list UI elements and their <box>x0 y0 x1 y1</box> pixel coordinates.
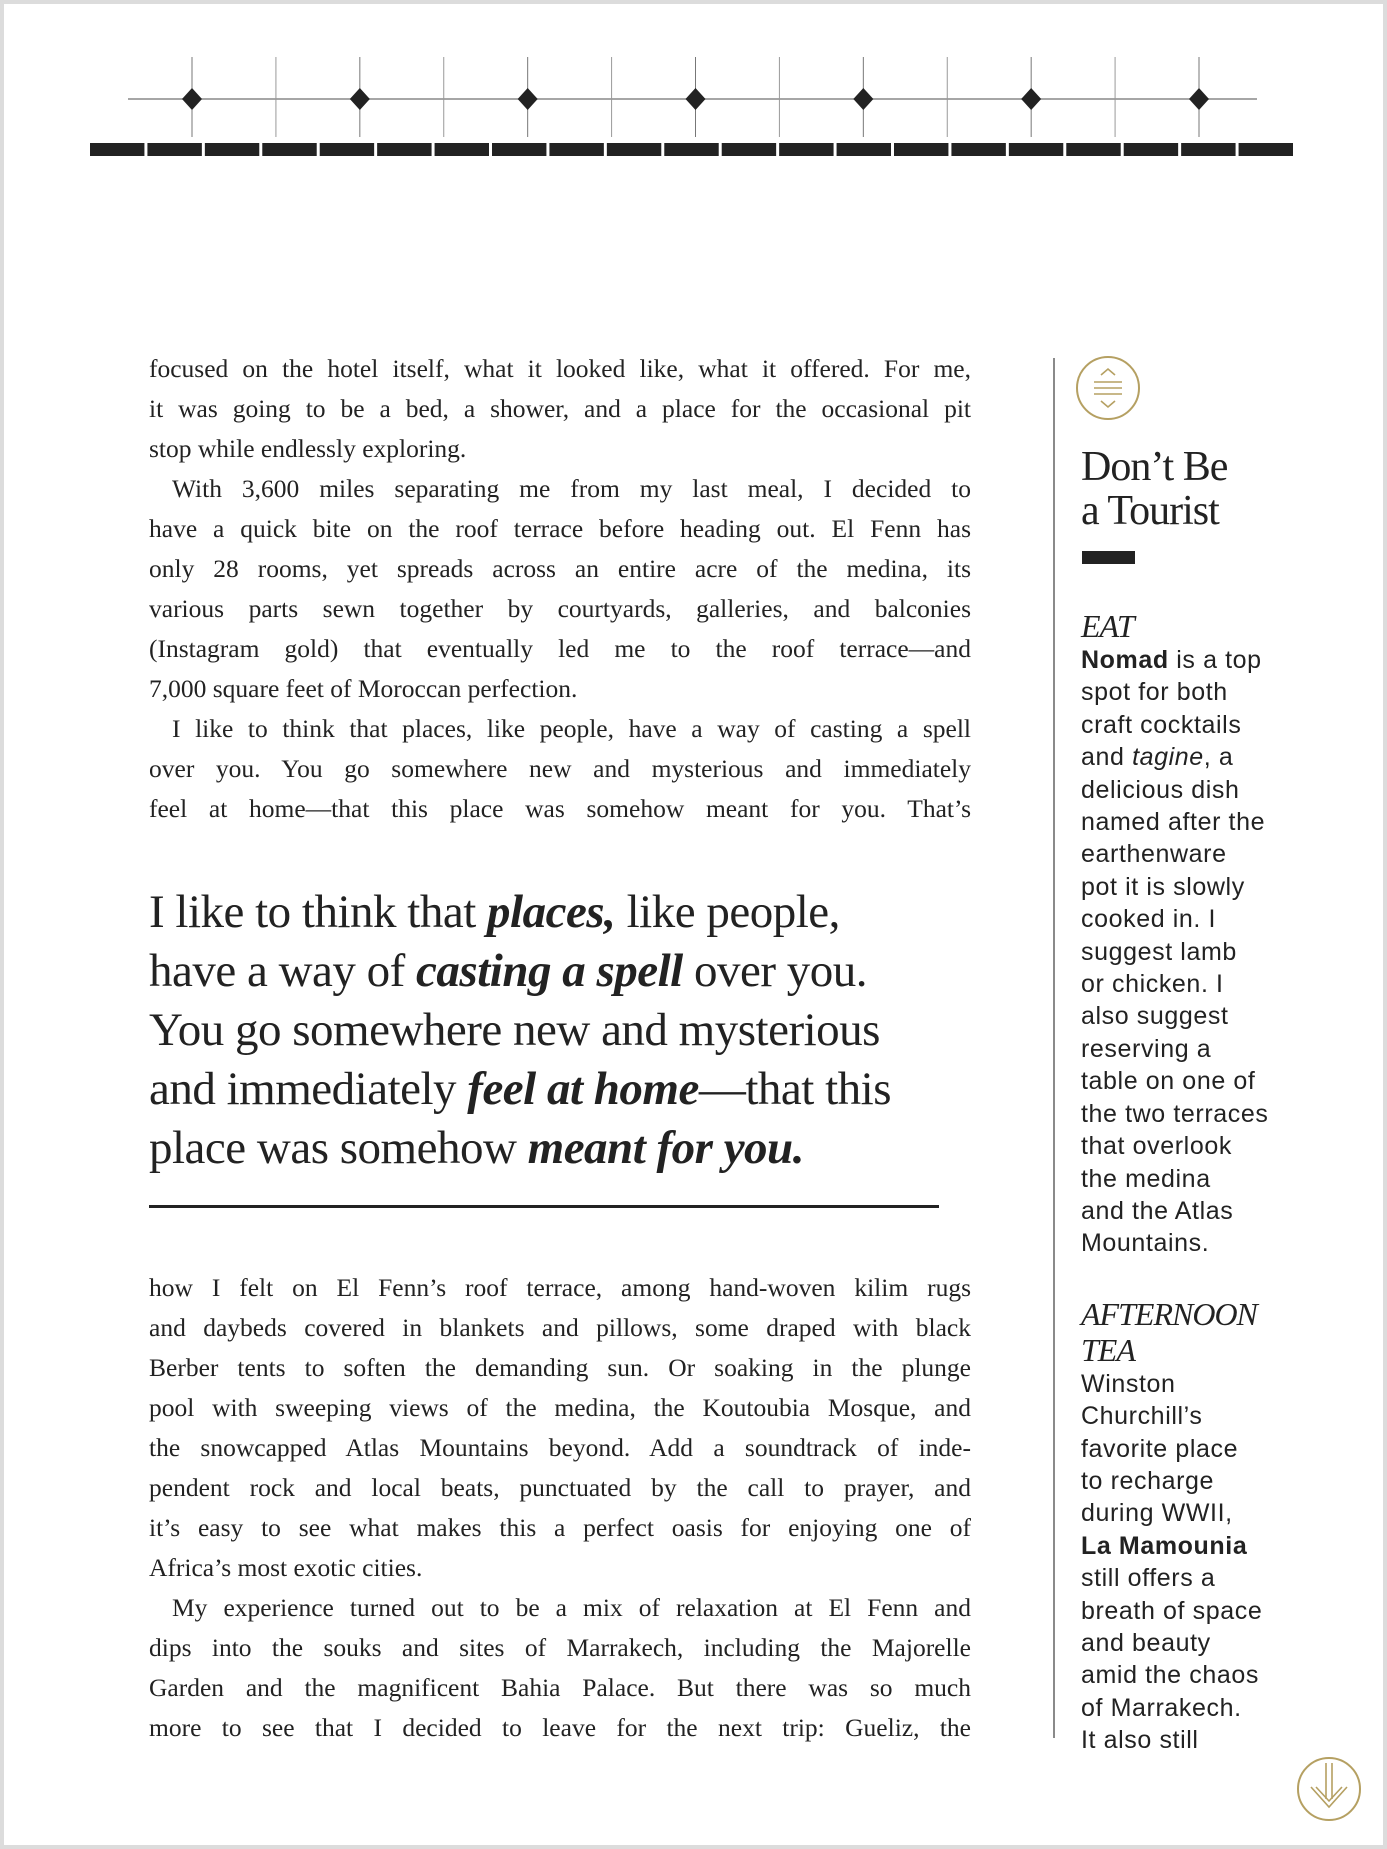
ornament-bar-segment <box>1009 143 1063 156</box>
pull-quote-line <box>149 883 891 942</box>
body-text-bottom <box>149 1268 971 1748</box>
sidebar-text-line <box>1081 1659 1268 1691</box>
sidebar-text-line <box>1081 1130 1268 1162</box>
ornament-bar-segment <box>1239 143 1293 156</box>
body-text-line: My experience turned out to be a mix of relaxation at El Fenn and <box>172 1593 971 1622</box>
sidebar-text: and beauty <box>1081 1628 1211 1657</box>
sidebar-text-line <box>1081 741 1268 773</box>
ornament-bar-segment <box>1124 143 1178 156</box>
sidebar-text: the medina <box>1081 1164 1211 1193</box>
sidebar-dont-be-a-tourist[interactable] <box>1081 358 1381 1755</box>
body-text-line: and daybeds covered in blankets and pillows, some draped with black <box>149 1313 971 1342</box>
body-text-line: focused on the hotel itself, what it looked like, what it offered. For me, <box>149 354 971 383</box>
sidebar-text: suggest lamb <box>1081 937 1237 966</box>
ornament-bar-segment <box>664 143 718 156</box>
sidebar-text-line <box>1081 676 1268 708</box>
decorative-ornament-header <box>4 4 1383 174</box>
pull-quote-text: and immediately <box>149 1063 468 1115</box>
sidebar-title-line: Don’t Be <box>1081 444 1228 490</box>
sidebar-divider <box>1053 358 1055 1738</box>
sidebar-text: craft cocktails <box>1081 710 1242 739</box>
sidebar-text-line <box>1081 1065 1268 1097</box>
sidebar-text-line <box>1081 1195 1268 1227</box>
pull-quote-line <box>149 1060 891 1119</box>
sidebar-text-line <box>1081 709 1268 741</box>
sidebar-text: Winston <box>1081 1369 1176 1398</box>
sidebar-section-heading: AFTERNOON <box>1081 1295 1257 1332</box>
ornament-bar-segment <box>377 143 431 156</box>
pull-quote-text: place was somehow <box>149 1122 528 1174</box>
sidebar-text-line <box>1081 838 1268 870</box>
sidebar-text: of Marrakech. <box>1081 1693 1242 1722</box>
sidebar-text: amid the chaos <box>1081 1661 1259 1690</box>
sidebar-text: to recharge <box>1081 1466 1215 1495</box>
sidebar-title-line: a Tourist <box>1081 488 1219 534</box>
ornament-diamond <box>182 88 202 110</box>
pull-quote-text: You go somewhere new and mysterious <box>149 1004 880 1056</box>
sidebar-text-line <box>1081 1627 1268 1659</box>
sidebar-text: or chicken. I <box>1081 970 1224 999</box>
sidebar-text: breath of space <box>1081 1596 1263 1625</box>
pull-quote-line <box>149 1001 891 1060</box>
pull-quote-text: I like to think that <box>149 886 488 938</box>
body-text-line: the snowcapped Atlas Mountains beyond. Add a soundtrack of inde- <box>149 1433 971 1462</box>
sidebar-text: , a <box>1203 743 1234 772</box>
ornament-bar-segment <box>1066 143 1120 156</box>
sidebar-text-line <box>1081 1033 1268 1065</box>
ornament-bar-segment <box>147 143 201 156</box>
ornament-diamond <box>518 88 538 110</box>
pull-quote-emphasis: casting a spell <box>416 945 683 997</box>
sidebar-text-line <box>1081 1465 1268 1497</box>
sidebar-text: delicious dish <box>1081 775 1240 804</box>
sidebar-text: that overlook <box>1081 1132 1232 1161</box>
venue-name: Nomad <box>1081 646 1169 674</box>
sidebar-text-line <box>1081 1530 1268 1562</box>
body-text-line: dips into the souks and sites of Marrakech, including the Majorelle <box>149 1633 971 1662</box>
sidebar-text: and <box>1081 743 1133 772</box>
body-text-line: stop while endlessly exploring. <box>149 434 467 463</box>
ornament-bar-segment <box>90 143 144 156</box>
sidebar-text: and the Atlas <box>1081 1196 1234 1225</box>
ornament-bar-segment <box>1181 143 1235 156</box>
sidebar-text: table on one of <box>1081 1067 1256 1096</box>
pull-quote-emphasis: places, <box>487 886 616 938</box>
sidebar-text-line <box>1081 644 1268 676</box>
sidebar-text: during WWII, <box>1081 1499 1233 1528</box>
sidebar-text-line <box>1081 1227 1268 1259</box>
body-text-line: pendent rock and local beats, punctuated by the call to prayer, and <box>149 1473 971 1502</box>
sidebar-text-line <box>1081 1000 1268 1032</box>
ornament-bar-segment <box>320 143 374 156</box>
ornament-diamond <box>350 88 370 110</box>
ornament-diamond <box>853 88 873 110</box>
sidebar-text-line <box>1081 1400 1268 1432</box>
sidebar-text-line <box>1081 774 1268 806</box>
ornament-bar-segment <box>894 143 948 156</box>
pull-quote-text: —that this <box>698 1063 891 1115</box>
sidebar-text-line <box>1081 1368 1268 1400</box>
body-text-line: Africa’s most exotic cities. <box>149 1553 423 1582</box>
body-text-line: feel at home—that this place was somehow meant for you. That’s <box>149 794 971 823</box>
body-text-line: (Instagram gold) that eventually led me to the roof terrace—and <box>149 634 971 663</box>
sidebar-text: is a top <box>1168 646 1262 674</box>
body-text-line: it’s easy to see what makes this a perfect oasis for enjoying one of <box>149 1513 971 1542</box>
ornament-bar-segment <box>837 143 891 156</box>
scroll-down-arrow-icon[interactable] <box>1297 1757 1369 1829</box>
sidebar-text: the two terraces <box>1081 1099 1269 1128</box>
ornament-diamond <box>1189 88 1209 110</box>
ornament-bar-segment <box>205 143 259 156</box>
sidebar-text-line <box>1081 968 1268 1000</box>
body-text-line: how I felt on El Fenn’s roof terrace, among hand-woven kilim rugs <box>149 1273 971 1302</box>
ornament-diamond <box>1021 88 1041 110</box>
sidebar-text: still offers a <box>1081 1564 1216 1593</box>
ornament-bar-segment <box>722 143 776 156</box>
sidebar-sections <box>1081 608 1268 1793</box>
ornament-bar-segment <box>492 143 546 156</box>
sidebar-text-line <box>1081 871 1268 903</box>
pull-quote-emphasis: feel at home <box>467 1063 699 1115</box>
body-text-line: have a quick bite on the roof terrace before heading out. El Fenn has <box>149 514 971 543</box>
sidebar-text-line <box>1081 1098 1268 1130</box>
ornament-bar-segment <box>435 143 489 156</box>
sidebar-title <box>1081 445 1227 533</box>
body-text-line: Garden and the magnificent Bahia Palace. But there was so much <box>149 1673 971 1702</box>
sidebar-text-line <box>1081 936 1268 968</box>
body-text-line: I like to think that places, like people, have a way of casting a spell <box>172 714 971 743</box>
body-text-line: various parts sewn together by courtyards, galleries, and balconies <box>149 594 971 623</box>
sidebar-text: pot it is slowly <box>1081 872 1245 901</box>
sidebar-text: tagine <box>1132 743 1204 772</box>
sidebar-text-line <box>1081 1692 1268 1724</box>
sidebar-text: spot for both <box>1081 678 1228 707</box>
sidebar-text-line <box>1081 1433 1268 1465</box>
sidebar-text-line <box>1081 1163 1268 1195</box>
sidebar-text: named after the <box>1081 808 1266 837</box>
sidebar-text: Mountains. <box>1081 1229 1210 1258</box>
ornament-bar-segment <box>262 143 316 156</box>
pull-quote-rule <box>149 1205 939 1208</box>
sidebar-section-heading: TEA <box>1081 1331 1135 1368</box>
ornament-bar-segment <box>549 143 603 156</box>
body-text-top <box>149 349 971 829</box>
sidebar-text: It also still <box>1081 1726 1199 1755</box>
ornament-bar-segment <box>607 143 661 156</box>
pull-quote-line <box>149 942 891 1001</box>
body-text-line: 7,000 square feet of Moroccan perfection. <box>149 674 578 703</box>
pull-quote-text: have a way of <box>149 945 417 997</box>
sidebar-text-line <box>1081 903 1268 935</box>
body-text-line: it was going to be a bed, a shower, and a place for the occasional pit <box>149 394 971 423</box>
body-text-line: only 28 rooms, yet spreads across an entire acre of the medina, its <box>149 554 971 583</box>
pull-quote-text: like people, <box>615 886 840 938</box>
sidebar-section <box>1081 1296 1268 1757</box>
pull-quote-text: over you. <box>682 945 867 997</box>
venue-name: La Mamounia <box>1081 1531 1248 1560</box>
sidebar-text: favorite place <box>1081 1434 1239 1463</box>
sidebar-text-line <box>1081 1497 1268 1529</box>
pull-quote-emphasis: meant for you. <box>527 1122 804 1174</box>
sidebar-text-line <box>1081 806 1268 838</box>
sidebar-text-line <box>1081 1595 1268 1627</box>
sidebar-text: also suggest <box>1081 1002 1229 1031</box>
sidebar-section-heading: EAT <box>1081 608 1134 644</box>
sidebar-text: earthenware <box>1081 840 1227 869</box>
ornament-bar-segment <box>951 143 1005 156</box>
pull-quote-line <box>149 1119 891 1178</box>
sidebar-text: reserving a <box>1081 1034 1212 1063</box>
sidebar-title-dash <box>1082 551 1135 564</box>
body-text-line: Berber tents to soften the demanding sun. Or soaking in the plunge <box>149 1353 971 1382</box>
sidebar-text: Churchill’s <box>1081 1402 1203 1431</box>
ornament-bar-segment <box>779 143 833 156</box>
body-text-line: With 3,600 miles separating me from my last meal, I decided to <box>172 474 971 503</box>
magazine-page <box>4 4 1383 1845</box>
sidebar-text-line <box>1081 1562 1268 1594</box>
sidebar-section <box>1081 608 1268 1260</box>
body-text-line: pool with sweeping views of the medina, the Koutoubia Mosque, and <box>149 1393 971 1422</box>
ornament-diamond <box>686 88 706 110</box>
sidebar-text: cooked in. I <box>1081 905 1217 934</box>
sidebar-text-line <box>1081 1724 1268 1756</box>
body-text-line: over you. You go somewhere new and mysterious and immediately <box>149 754 971 783</box>
pull-quote <box>149 883 891 1178</box>
body-text-line: more to see that I decided to leave for the next trip: Gueliz, the <box>149 1713 971 1742</box>
